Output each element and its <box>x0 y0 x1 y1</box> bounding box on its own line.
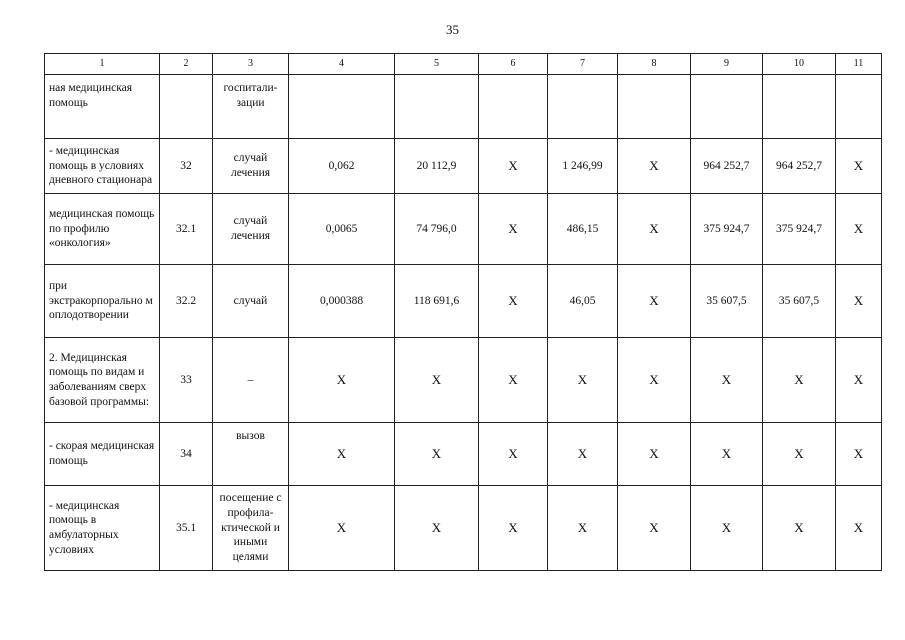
table-cell: 32.1 <box>160 194 213 265</box>
table-cell <box>160 75 213 139</box>
table-cell: ная медицинская помощь <box>45 75 160 139</box>
table-cell: Х <box>479 194 548 265</box>
table-cell: Х <box>479 265 548 338</box>
table-row <box>45 194 882 265</box>
table-cell: 35.1 <box>160 486 213 571</box>
table-row <box>45 486 882 571</box>
table-cell <box>548 75 618 139</box>
column-header: 11 <box>836 54 882 75</box>
table-cell: госпитали-зации <box>213 75 289 139</box>
table-row <box>45 423 882 486</box>
table-cell: Х <box>289 486 395 571</box>
table-header-row <box>45 54 882 75</box>
table-cell: случай <box>213 265 289 338</box>
table-cell: 35 607,5 <box>691 265 763 338</box>
table-cell: Х <box>836 486 882 571</box>
column-header: 2 <box>160 54 213 75</box>
column-header: 5 <box>395 54 479 75</box>
column-header: 4 <box>289 54 395 75</box>
table-cell: Х <box>763 423 836 486</box>
table-cell: 33 <box>160 338 213 423</box>
table-cell: Х <box>289 423 395 486</box>
table-cell: Х <box>836 139 882 194</box>
table-cell: Х <box>479 338 548 423</box>
table-cell: Х <box>395 486 479 571</box>
table-cell <box>836 75 882 139</box>
table-cell: – <box>213 338 289 423</box>
column-header: 1 <box>45 54 160 75</box>
table-cell: случай лечения <box>213 194 289 265</box>
table-cell: 0,062 <box>289 139 395 194</box>
table-row <box>45 265 882 338</box>
column-header: 3 <box>213 54 289 75</box>
table-cell: случай лечения <box>213 139 289 194</box>
table-cell: вызов <box>213 423 289 486</box>
table-cell: Х <box>548 423 618 486</box>
table-cell: Х <box>618 139 691 194</box>
table-cell: Х <box>395 423 479 486</box>
table-cell: Х <box>618 265 691 338</box>
table-cell: 20 112,9 <box>395 139 479 194</box>
table-cell: Х <box>548 338 618 423</box>
table-cell: Х <box>618 338 691 423</box>
table-cell <box>691 75 763 139</box>
table-row <box>45 75 882 139</box>
page-number: 35 <box>446 22 459 37</box>
table-cell: 0,000388 <box>289 265 395 338</box>
table-cell <box>763 75 836 139</box>
table-cell: Х <box>763 486 836 571</box>
table-cell: посещение с профила-ктической и иными целями <box>213 486 289 571</box>
table-cell <box>395 75 479 139</box>
data-table <box>44 53 882 571</box>
table-cell: Х <box>691 338 763 423</box>
table-cell: Х <box>395 338 479 423</box>
table-cell: Х <box>836 194 882 265</box>
table-row <box>45 338 882 423</box>
table-cell: Х <box>618 423 691 486</box>
table-cell: - скорая медицинская помощь <box>45 423 160 486</box>
table-cell: 375 924,7 <box>691 194 763 265</box>
table-cell: 34 <box>160 423 213 486</box>
table-cell: 46,05 <box>548 265 618 338</box>
table-cell: медицинская помощь по профилю «онкология» <box>45 194 160 265</box>
table-cell: 486,15 <box>548 194 618 265</box>
table-cell: - медицинская помощь в амбулаторных условиях <box>45 486 160 571</box>
table-cell: 35 607,5 <box>763 265 836 338</box>
table-cell: Х <box>691 423 763 486</box>
table-cell: 375 924,7 <box>763 194 836 265</box>
table-cell: 118 691,6 <box>395 265 479 338</box>
table-cell: Х <box>479 423 548 486</box>
table-cell: 32.2 <box>160 265 213 338</box>
table-cell: Х <box>836 338 882 423</box>
table-cell: Х <box>618 194 691 265</box>
table-cell: Х <box>836 265 882 338</box>
table-cell: Х <box>479 139 548 194</box>
column-header: 8 <box>618 54 691 75</box>
table-cell: 1 246,99 <box>548 139 618 194</box>
table-cell: Х <box>763 338 836 423</box>
table-cell <box>618 75 691 139</box>
table-cell <box>289 75 395 139</box>
table-cell: - медицинская помощь в условиях дневного стационара <box>45 139 160 194</box>
table-cell: Х <box>289 338 395 423</box>
table-cell: 2. Медицинская помощь по видам и заболеваниям сверх базовой программы: <box>45 338 160 423</box>
column-header: 7 <box>548 54 618 75</box>
column-header: 10 <box>763 54 836 75</box>
column-header: 6 <box>479 54 548 75</box>
table-cell: Х <box>836 423 882 486</box>
table-cell: 0,0065 <box>289 194 395 265</box>
table-cell: Х <box>548 486 618 571</box>
table-cell: 74 796,0 <box>395 194 479 265</box>
table-row <box>45 139 882 194</box>
table-cell: 964 252,7 <box>763 139 836 194</box>
table-cell: 32 <box>160 139 213 194</box>
table-cell <box>479 75 548 139</box>
table-cell: при экстракорпорально м оплодотворении <box>45 265 160 338</box>
table-cell: Х <box>479 486 548 571</box>
table-cell: Х <box>618 486 691 571</box>
table-cell: Х <box>691 486 763 571</box>
column-header: 9 <box>691 54 763 75</box>
table-cell: 964 252,7 <box>691 139 763 194</box>
